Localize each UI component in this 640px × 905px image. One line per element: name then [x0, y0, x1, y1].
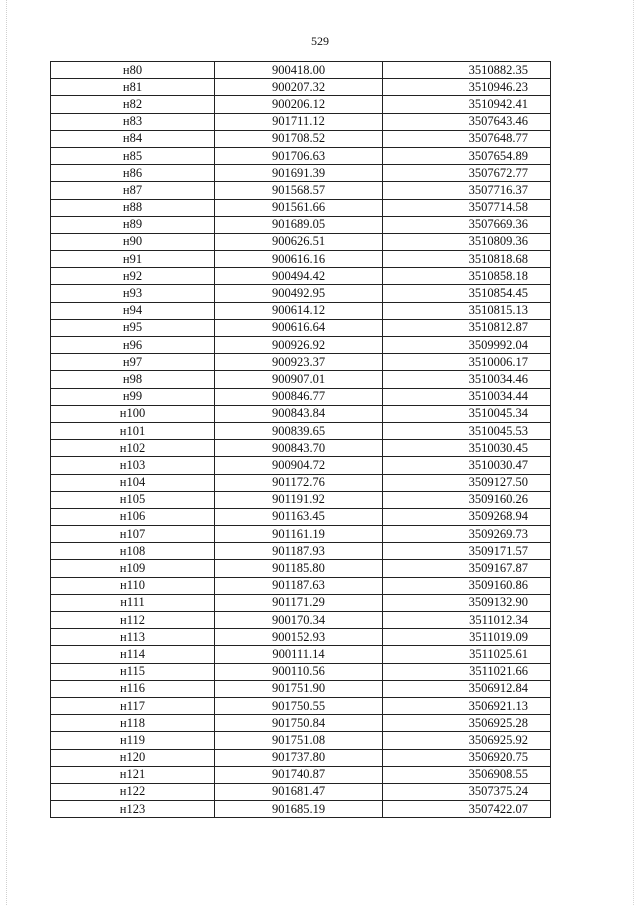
point-label-cell: н109: [51, 560, 215, 577]
x-coordinate-cell: 901185.80: [215, 560, 383, 577]
table-row: [51, 371, 551, 388]
y-coordinate-cell: 3509160.26: [383, 491, 551, 508]
point-label-cell: н85: [51, 147, 215, 164]
x-coordinate-cell: 901706.63: [215, 147, 383, 164]
point-label-cell: н116: [51, 680, 215, 697]
x-coordinate-cell: 900843.70: [215, 440, 383, 457]
point-label-cell: н111: [51, 594, 215, 611]
y-coordinate-cell: 3507672.77: [383, 165, 551, 182]
table-row: [51, 113, 551, 130]
y-coordinate-cell: 3510030.45: [383, 440, 551, 457]
x-coordinate-cell: 901751.90: [215, 680, 383, 697]
table-row: [51, 96, 551, 113]
y-coordinate-cell: 3510818.68: [383, 251, 551, 268]
x-coordinate-cell: 900839.65: [215, 422, 383, 439]
x-coordinate-cell: 901191.92: [215, 491, 383, 508]
point-label-cell: н91: [51, 251, 215, 268]
x-coordinate-cell: 901685.19: [215, 801, 383, 818]
point-label-cell: н80: [51, 62, 215, 79]
y-coordinate-cell: 3506921.13: [383, 697, 551, 714]
page-number: 529: [311, 34, 329, 48]
point-label-cell: н114: [51, 646, 215, 663]
x-coordinate-cell: 901750.55: [215, 697, 383, 714]
table-row: [51, 251, 551, 268]
y-coordinate-cell: 3507648.77: [383, 130, 551, 147]
point-label-cell: н84: [51, 130, 215, 147]
table-row: [51, 199, 551, 216]
table-row: [51, 783, 551, 800]
y-coordinate-cell: 3511021.66: [383, 663, 551, 680]
x-coordinate-cell: 900907.01: [215, 371, 383, 388]
x-coordinate-cell: 900111.14: [215, 646, 383, 663]
y-coordinate-cell: 3510045.53: [383, 422, 551, 439]
point-label-cell: н110: [51, 577, 215, 594]
y-coordinate-cell: 3510812.87: [383, 319, 551, 336]
x-coordinate-cell: 900926.92: [215, 337, 383, 354]
x-coordinate-cell: 901750.84: [215, 715, 383, 732]
x-coordinate-cell: 901171.29: [215, 594, 383, 611]
x-coordinate-cell: 901711.12: [215, 113, 383, 130]
point-label-cell: н108: [51, 543, 215, 560]
x-coordinate-cell: 901561.66: [215, 199, 383, 216]
y-coordinate-cell: 3507422.07: [383, 801, 551, 818]
table-row: [51, 79, 551, 96]
y-coordinate-cell: 3509127.50: [383, 474, 551, 491]
table-row: [51, 319, 551, 336]
point-label-cell: н119: [51, 732, 215, 749]
y-coordinate-cell: 3509132.90: [383, 594, 551, 611]
table-row: [51, 715, 551, 732]
x-coordinate-cell: 901172.76: [215, 474, 383, 491]
table-row: [51, 268, 551, 285]
point-label-cell: н93: [51, 285, 215, 302]
table-row: [51, 147, 551, 164]
table-row: [51, 543, 551, 560]
table-row: [51, 405, 551, 422]
table-body: [51, 62, 551, 818]
point-label-cell: н120: [51, 749, 215, 766]
point-label-cell: н107: [51, 526, 215, 543]
y-coordinate-cell: 3506912.84: [383, 680, 551, 697]
x-coordinate-cell: 901163.45: [215, 508, 383, 525]
table-row: [51, 388, 551, 405]
x-coordinate-cell: 900614.12: [215, 302, 383, 319]
y-coordinate-cell: 3510034.44: [383, 388, 551, 405]
table-row: [51, 337, 551, 354]
x-coordinate-cell: 901681.47: [215, 783, 383, 800]
point-label-cell: н115: [51, 663, 215, 680]
y-coordinate-cell: 3507669.36: [383, 216, 551, 233]
coordinates-table: [50, 61, 551, 818]
y-coordinate-cell: 3510942.41: [383, 96, 551, 113]
x-coordinate-cell: 901187.63: [215, 577, 383, 594]
table-row: [51, 491, 551, 508]
x-coordinate-cell: 900152.93: [215, 629, 383, 646]
table-row: [51, 422, 551, 439]
y-coordinate-cell: 3510946.23: [383, 79, 551, 96]
point-label-cell: н118: [51, 715, 215, 732]
y-coordinate-cell: 3506925.28: [383, 715, 551, 732]
point-label-cell: н92: [51, 268, 215, 285]
y-coordinate-cell: 3510858.18: [383, 268, 551, 285]
x-coordinate-cell: 900846.77: [215, 388, 383, 405]
table-row: [51, 474, 551, 491]
y-coordinate-cell: 3510882.35: [383, 62, 551, 79]
table-row: [51, 302, 551, 319]
point-label-cell: н112: [51, 612, 215, 629]
table-row: [51, 182, 551, 199]
table-row: [51, 646, 551, 663]
x-coordinate-cell: 901691.39: [215, 165, 383, 182]
y-coordinate-cell: 3506925.92: [383, 732, 551, 749]
y-coordinate-cell: 3507643.46: [383, 113, 551, 130]
x-coordinate-cell: 900494.42: [215, 268, 383, 285]
point-label-cell: н122: [51, 783, 215, 800]
y-coordinate-cell: 3509171.57: [383, 543, 551, 560]
table-row: [51, 801, 551, 818]
y-coordinate-cell: 3510809.36: [383, 233, 551, 250]
point-label-cell: н103: [51, 457, 215, 474]
x-coordinate-cell: 900843.84: [215, 405, 383, 422]
x-coordinate-cell: 900923.37: [215, 354, 383, 371]
point-label-cell: н81: [51, 79, 215, 96]
point-label-cell: н94: [51, 302, 215, 319]
x-coordinate-cell: 901708.52: [215, 130, 383, 147]
y-coordinate-cell: 3509268.94: [383, 508, 551, 525]
table-row: [51, 732, 551, 749]
point-label-cell: н95: [51, 319, 215, 336]
point-label-cell: н101: [51, 422, 215, 439]
point-label-cell: н88: [51, 199, 215, 216]
scan-edge-left: [6, 0, 8, 905]
point-label-cell: н97: [51, 354, 215, 371]
point-label-cell: н113: [51, 629, 215, 646]
y-coordinate-cell: 3509269.73: [383, 526, 551, 543]
point-label-cell: н102: [51, 440, 215, 457]
point-label-cell: н117: [51, 697, 215, 714]
point-label-cell: н82: [51, 96, 215, 113]
table-row: [51, 354, 551, 371]
x-coordinate-cell: 901187.93: [215, 543, 383, 560]
table-row: [51, 766, 551, 783]
point-label-cell: н105: [51, 491, 215, 508]
table-row: [51, 629, 551, 646]
y-coordinate-cell: 3506920.75: [383, 749, 551, 766]
point-label-cell: н104: [51, 474, 215, 491]
point-label-cell: н106: [51, 508, 215, 525]
x-coordinate-cell: 901740.87: [215, 766, 383, 783]
y-coordinate-cell: 3511019.09: [383, 629, 551, 646]
point-label-cell: н90: [51, 233, 215, 250]
y-coordinate-cell: 3510815.13: [383, 302, 551, 319]
table-row: [51, 233, 551, 250]
table-row: [51, 663, 551, 680]
y-coordinate-cell: 3506908.55: [383, 766, 551, 783]
point-label-cell: н87: [51, 182, 215, 199]
x-coordinate-cell: 900616.16: [215, 251, 383, 268]
table-row: [51, 612, 551, 629]
point-label-cell: н86: [51, 165, 215, 182]
table-row: [51, 577, 551, 594]
table-row: [51, 457, 551, 474]
y-coordinate-cell: 3511012.34: [383, 612, 551, 629]
table-row: [51, 62, 551, 79]
y-coordinate-cell: 3509992.04: [383, 337, 551, 354]
y-coordinate-cell: 3510034.46: [383, 371, 551, 388]
point-label-cell: н123: [51, 801, 215, 818]
x-coordinate-cell: 900170.34: [215, 612, 383, 629]
table-row: [51, 165, 551, 182]
x-coordinate-cell: 900110.56: [215, 663, 383, 680]
x-coordinate-cell: 900207.32: [215, 79, 383, 96]
point-label-cell: н121: [51, 766, 215, 783]
scan-edge-right: [633, 0, 635, 905]
y-coordinate-cell: 3507375.24: [383, 783, 551, 800]
x-coordinate-cell: 900206.12: [215, 96, 383, 113]
table-row: [51, 526, 551, 543]
x-coordinate-cell: 901737.80: [215, 749, 383, 766]
table-row: [51, 285, 551, 302]
table-row: [51, 680, 551, 697]
point-label-cell: н83: [51, 113, 215, 130]
point-label-cell: н96: [51, 337, 215, 354]
y-coordinate-cell: 3510006.17: [383, 354, 551, 371]
y-coordinate-cell: 3507714.58: [383, 199, 551, 216]
point-label-cell: н89: [51, 216, 215, 233]
table-row: [51, 560, 551, 577]
y-coordinate-cell: 3507716.37: [383, 182, 551, 199]
table-row: [51, 749, 551, 766]
table-row: [51, 508, 551, 525]
table-row: [51, 697, 551, 714]
y-coordinate-cell: 3509167.87: [383, 560, 551, 577]
table-row: [51, 130, 551, 147]
point-label-cell: н99: [51, 388, 215, 405]
point-label-cell: н100: [51, 405, 215, 422]
x-coordinate-cell: 900492.95: [215, 285, 383, 302]
x-coordinate-cell: 900626.51: [215, 233, 383, 250]
point-label-cell: н98: [51, 371, 215, 388]
y-coordinate-cell: 3507654.89: [383, 147, 551, 164]
table-row: [51, 216, 551, 233]
y-coordinate-cell: 3510045.34: [383, 405, 551, 422]
x-coordinate-cell: 901751.08: [215, 732, 383, 749]
x-coordinate-cell: 901689.05: [215, 216, 383, 233]
x-coordinate-cell: 901161.19: [215, 526, 383, 543]
x-coordinate-cell: 900904.72: [215, 457, 383, 474]
y-coordinate-cell: 3511025.61: [383, 646, 551, 663]
x-coordinate-cell: 900418.00: [215, 62, 383, 79]
x-coordinate-cell: 900616.64: [215, 319, 383, 336]
table-row: [51, 594, 551, 611]
x-coordinate-cell: 901568.57: [215, 182, 383, 199]
y-coordinate-cell: 3510854.45: [383, 285, 551, 302]
y-coordinate-cell: 3509160.86: [383, 577, 551, 594]
table-row: [51, 440, 551, 457]
y-coordinate-cell: 3510030.47: [383, 457, 551, 474]
